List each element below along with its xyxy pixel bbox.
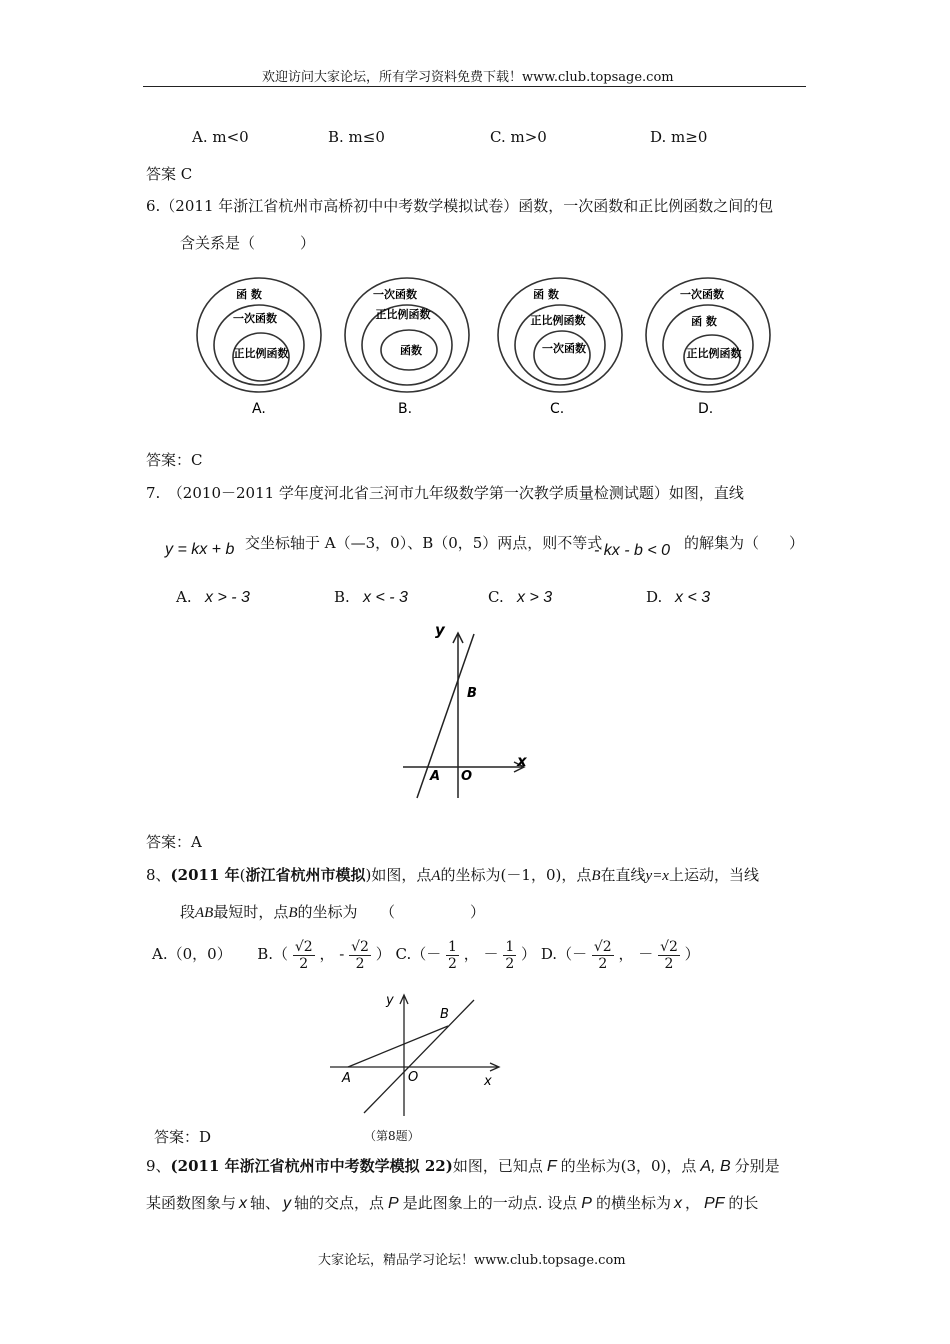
q8-source-paren: (: [239, 866, 246, 884]
q9-x-2: x: [673, 1195, 682, 1212]
q6-answer: 答案：C: [146, 451, 203, 469]
outer-label: 一次函数: [373, 288, 417, 301]
q9-t1: 如图，已知点: [452, 1157, 543, 1175]
q6-diagrams: [190, 268, 790, 418]
q5-option-d: D. m≥0: [650, 128, 708, 146]
q8-line2b: 最短时，点: [213, 903, 289, 921]
q8-line-eq: y=x: [645, 868, 669, 884]
q9-y: y: [283, 1195, 292, 1212]
segment-ab: [348, 1026, 448, 1067]
q5-answer: 答案 C: [146, 165, 193, 183]
q9-p: P: [388, 1195, 399, 1212]
q8-caption: （第8题）: [364, 1129, 420, 1143]
q9-t3: 分别是: [734, 1157, 780, 1175]
q9-l2c: 轴的交点，点: [294, 1194, 385, 1212]
q8-option-c-frac2: $\frac{1}{2}$: [505, 938, 515, 972]
point-a-label: A: [430, 769, 441, 784]
q7-option-c-expr: x > 3: [517, 589, 553, 606]
q6-line1: 6.（2011 年浙江省杭州市高桥初中中考数学模拟试卷）函数，一次函数和正比例函数之间的包: [146, 197, 774, 215]
middle-label: 一次函数: [233, 312, 277, 325]
outer-label: 一次函数: [680, 288, 724, 301]
x-axis-label: x: [517, 752, 527, 770]
q8-option-d-close: ）: [684, 945, 700, 963]
q5-option-a: A. m<0: [192, 128, 249, 146]
q6-diagram-c: [498, 278, 622, 392]
q8-line2c: 的坐标为 （ ）: [297, 903, 486, 921]
q9-x: x: [239, 1195, 248, 1212]
q7-option-d-letter: D.: [646, 588, 663, 606]
outer-label: 函 数: [236, 288, 262, 301]
q8-segment-ab: AB: [195, 905, 214, 921]
q8-options: [152, 932, 700, 976]
q7-line1: 7. （2010－2011 学年度河北省三河市九年级数学第一次教学质量检测试题）如图，直线: [146, 484, 744, 502]
q8-text1: 如图，点: [371, 866, 432, 884]
q6-diagram-a: [197, 278, 321, 392]
q8-option-c-frac1: $\frac{1}{2}$: [448, 938, 457, 972]
q8-line1: [146, 864, 759, 885]
outer-label: 函 数: [533, 288, 559, 301]
q7-equation: y = kx + b: [165, 541, 235, 558]
middle-label: 正比例函数: [375, 308, 431, 321]
q6-letter-b: B.: [398, 401, 413, 417]
q7-line2-tail: 的解集为（ ）: [684, 534, 805, 552]
origin-label: O: [461, 769, 473, 784]
q8-option-d-comma: ，: [618, 945, 634, 963]
q9-points-ab: A, B: [700, 1158, 731, 1175]
point-b-label: B: [467, 686, 477, 701]
q8-option-d-frac2: $\frac{√2}{2}$: [660, 938, 678, 972]
q8-option-c-neg: －: [483, 945, 499, 963]
q7-line2-mid: 交坐标轴于 A（—3，0）、B（0，5）两点，则不等式: [245, 534, 603, 552]
inner-label: 正比例函数: [686, 347, 742, 360]
q8-text3: 在直线: [600, 866, 646, 884]
q8-option-d-frac1: $\frac{√2}{2}$: [593, 938, 612, 972]
q9-source: (2011 年浙江省杭州市中考数学模拟 22): [170, 1157, 453, 1175]
q8-source-year: (2011 年: [170, 866, 240, 884]
q9-t2: 的坐标为(3，0)，点: [560, 1157, 697, 1175]
point-a-label: A: [342, 1071, 351, 1086]
middle-label: 函 数: [691, 315, 717, 328]
q8-option-c-comma: ，: [463, 945, 479, 963]
q7-option-a-expr: x > - 3: [205, 589, 250, 606]
q9-l2d: 是此图象上的一动点. 设点: [402, 1194, 578, 1212]
q8-text4: 上运动，当线: [668, 866, 759, 884]
q7-inequality: - kx - b < 0: [594, 542, 671, 559]
q9-comma: ，: [684, 1194, 700, 1212]
q8-source-end: ): [365, 866, 372, 884]
y-axis-label: y: [435, 621, 445, 639]
q6-diagram-d: [646, 278, 770, 392]
q9-l2b: 轴、: [250, 1194, 281, 1212]
q6-letter-c: C.: [550, 401, 565, 417]
page-header: 欢迎访问大家论坛，所有学习资料免费下载！www.club.topsage.com: [262, 70, 674, 85]
inner-label: 函数: [400, 344, 422, 357]
q9-line1: [146, 1155, 780, 1176]
q8-option-b-comma: ，: [319, 945, 335, 963]
q8-line2a: 段: [180, 903, 196, 921]
q8-option-c-close: ）: [521, 945, 537, 963]
q9-l2f: 的长: [728, 1194, 759, 1212]
q9-l2a: 某函数图象与: [146, 1194, 237, 1212]
q9-line2: [146, 1192, 758, 1213]
q7-option-c-letter: C.: [488, 588, 504, 606]
q9-point-f: F: [546, 1158, 557, 1175]
inner-ellipse: [534, 331, 590, 379]
q6-letter-d: D.: [698, 401, 714, 417]
q8-option-d-label: D.（－: [540, 945, 588, 963]
q8-option-b-label: B.（: [257, 945, 289, 963]
q8-prefix: 8、: [146, 866, 171, 884]
q6-line2: 含关系是（ ）: [180, 234, 316, 252]
origin-label: O: [408, 1070, 419, 1085]
middle-label: 正比例函数: [530, 314, 586, 327]
q8-option-b-frac2: $\frac{√2}{2}$: [351, 938, 369, 972]
q6-letter-a: A.: [252, 401, 266, 417]
x-axis-label: x: [484, 1074, 492, 1089]
q8-point-b: B: [591, 868, 601, 884]
q8-option-a: A.（0，0）: [152, 945, 232, 963]
page-footer: 大家论坛，精品学习论坛！www.club.topsage.com: [318, 1253, 626, 1268]
q9-prefix: 9、: [146, 1157, 171, 1175]
q7-option-b-letter: B.: [334, 588, 350, 606]
line-y-equals-x: [364, 1000, 474, 1113]
q8-option-b-close: ）: [375, 945, 391, 963]
q9-p-2: P: [581, 1195, 592, 1212]
point-b-label: B: [440, 1007, 449, 1022]
q9-l2e: 的横坐标为: [595, 1194, 671, 1212]
inner-label: 正比例函数: [233, 347, 289, 360]
q7-graph: [398, 620, 538, 805]
q8-option-d-neg: －: [638, 945, 654, 963]
y-axis-label: y: [386, 993, 394, 1008]
q8-option-c-label: C.（－: [395, 945, 442, 963]
inner-label: 一次函数: [542, 342, 586, 355]
q7-option-d-expr: x < 3: [675, 589, 711, 606]
q8-point-b-2: B: [288, 905, 298, 921]
q5-option-c: C. m>0: [490, 128, 547, 146]
q7-option-a-letter: A.: [176, 588, 192, 606]
q7-answer: 答案：A: [146, 833, 202, 851]
q5-option-b: B. m≤0: [328, 128, 385, 146]
q6-diagram-b: [345, 278, 469, 392]
q8-source-name: 浙江省杭州市模拟: [245, 866, 366, 884]
q8-line2: [180, 901, 485, 922]
q8-point-a: A: [431, 868, 441, 884]
q8-text2: 的坐标为(－1，0)，点: [440, 866, 592, 884]
q8-option-b-neg: -: [339, 945, 345, 963]
q7-option-b-expr: x < - 3: [363, 589, 408, 606]
q8-graph: [318, 988, 518, 1123]
header-rule: [143, 86, 806, 87]
q8-option-b-frac1: $\frac{√2}{2}$: [294, 938, 313, 972]
q8-answer: 答案：D: [154, 1128, 212, 1146]
q9-pf: PF: [703, 1195, 725, 1212]
